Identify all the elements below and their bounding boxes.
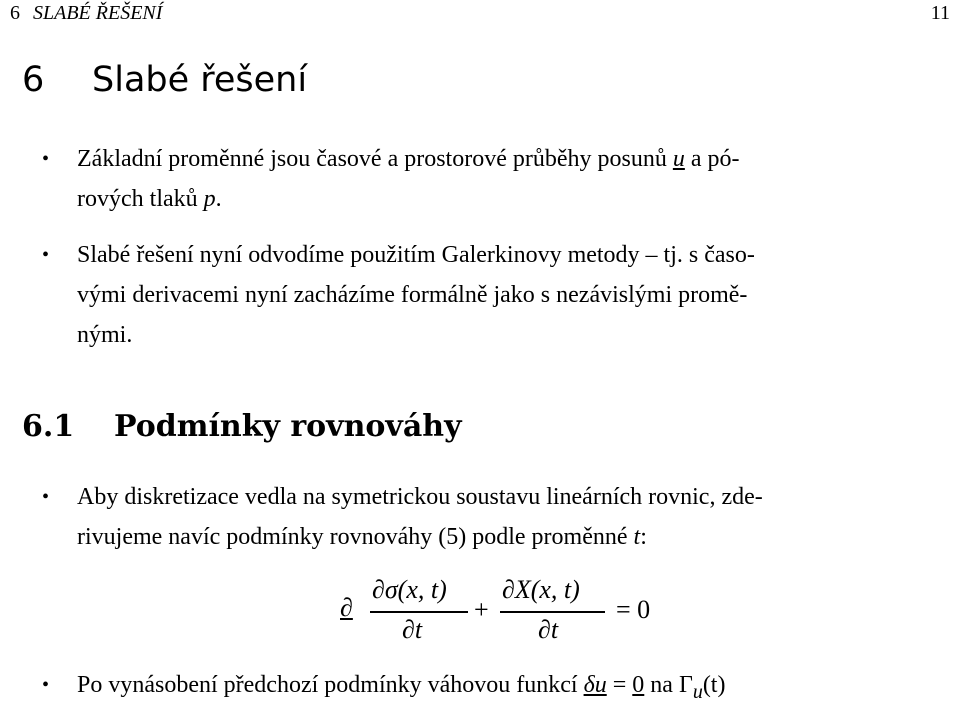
header-right-number: 11	[930, 2, 950, 24]
section-number: 6	[22, 60, 45, 100]
eq-numerator-2: ∂X(x, t)	[502, 575, 580, 604]
equation	[340, 575, 700, 650]
bullet-4-line-1: Po vynásobení předchozí podmínky váhovou funkcí δu = 0 na $\Gamma_u(t)$	[77, 672, 726, 703]
section-heading	[22, 60, 307, 100]
header-running-title: SLABÉ ŘEŠENÍ	[33, 2, 163, 24]
var-u: u	[672, 146, 685, 172]
bullet-item-4	[42, 665, 932, 712]
zero-vector: 0	[632, 672, 645, 698]
eq-rhs: = 0	[616, 595, 651, 624]
bullet-item-1	[42, 139, 932, 219]
section-title: Slabé řešení	[92, 60, 308, 100]
fraction-bar-1	[370, 611, 468, 613]
bullet-icon: •	[42, 244, 50, 266]
header-page-number: 6	[10, 2, 20, 24]
bullet-icon: •	[42, 148, 50, 170]
eq-denominator-1: ∂t	[402, 615, 423, 644]
bullet-2-line-2: vými derivacemi nyní zacházíme formálně jako s nezávislými promě-	[77, 282, 748, 308]
var-t: t	[633, 524, 641, 550]
bullet-3-line-1: Aby diskretizace vedla na symetrickou soustavu lineárních rovnic, zde-	[77, 484, 763, 510]
subsection-number: 6.1	[22, 409, 75, 444]
bullet-icon: •	[42, 486, 50, 508]
page-header	[0, 0, 960, 30]
bullet-1-line-2: rových tlaků p.	[77, 186, 222, 212]
fraction-bar-2	[500, 611, 605, 613]
var-p: p	[203, 186, 216, 212]
bullet-2-line-1: Slabé řešení nyní odvodíme použitím Galerkinovy metody – tj. s časo-	[77, 242, 755, 268]
eq-numerator-1: ∂σ(x, t)	[372, 575, 447, 604]
bullet-item-3	[42, 477, 932, 557]
bullet-1-line-1: Základní proměnné jsou časové a prostorové průběhy posunů u a pó-	[77, 146, 740, 172]
gamma-subscript: u	[692, 680, 703, 703]
subsection-title: Podmínky rovnováhy	[114, 409, 462, 444]
subsection-heading	[22, 409, 462, 444]
bullet-item-2	[42, 235, 932, 355]
bullet-2-line-3: nými.	[77, 322, 133, 348]
var-du: δu	[583, 672, 607, 698]
eq-plus: +	[474, 595, 489, 624]
bullet-3-line-2: rivujeme navíc podmínky rovnováhy (5) podle proměnné t:	[77, 524, 647, 550]
gamma-symbol: Γ	[678, 672, 693, 698]
eq-denominator-2: ∂t	[538, 615, 559, 644]
bullet-icon: •	[42, 674, 50, 696]
eq-operator: ∂	[340, 593, 353, 622]
